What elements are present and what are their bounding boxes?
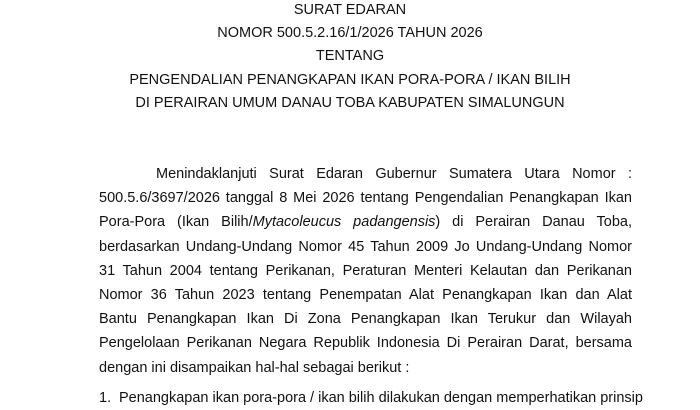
subject-title-line-1: PENGENDALIAN PENANGKAPAN IKAN PORA-PORA / IKAN BILIH [129,72,571,88]
subject-title-line-2: DI PERAIRAN UMUM DANAU TOBA KABUPATEN SIMALUNGUN [135,95,565,111]
list-item-number: 1. [99,390,112,406]
document-type-title: SURAT EDARAN [293,2,407,18]
paragraph-text-part-1: Menindaklanjuti Surat Edaran Gubernur Sumatera Utara Nomor : 500.5.6/3697/2026 tanggal 8 Mei 2026 tentang Pengendalian Penangkapan Ikan Pora-Pora (Ikan Bilih/ [99,166,632,231]
list-item [99,386,643,410]
paragraph-text-part-2: ) di Perairan Danau Toba, berdasarkan Undang-Undang Nomor 45 Tahun 2009 Jo Undang-Undang Nomor 31 Tahun 2004 tentang Perikanan, Peraturan Menteri Kelautan dan Perikanan Nomor 36 Tahun 2023 tentang Penempatan Alat Penangkapan Ikan dan Alat Bantu Penangkapan Ikan Di Zona Penangkapan Ikan Terukur dan Wilayah Pengelolaan Perikanan Negara Republik Indonesia Di Perairan Darat, bersama dengan ini disampaikan hal-hal sebagai berikut : [99,214,632,376]
species-name: Mytacoleucus padangensis [252,214,436,231]
subject-label: TENTANG [315,48,385,64]
opening-paragraph [99,162,632,380]
list-item-text: Penangkapan ikan pora-pora / ikan bilih dilakukan dengan memperhatikan prinsip [119,390,643,406]
document-number: NOMOR 500.5.2.16/1/2026 TAHUN 2026 [217,25,483,41]
